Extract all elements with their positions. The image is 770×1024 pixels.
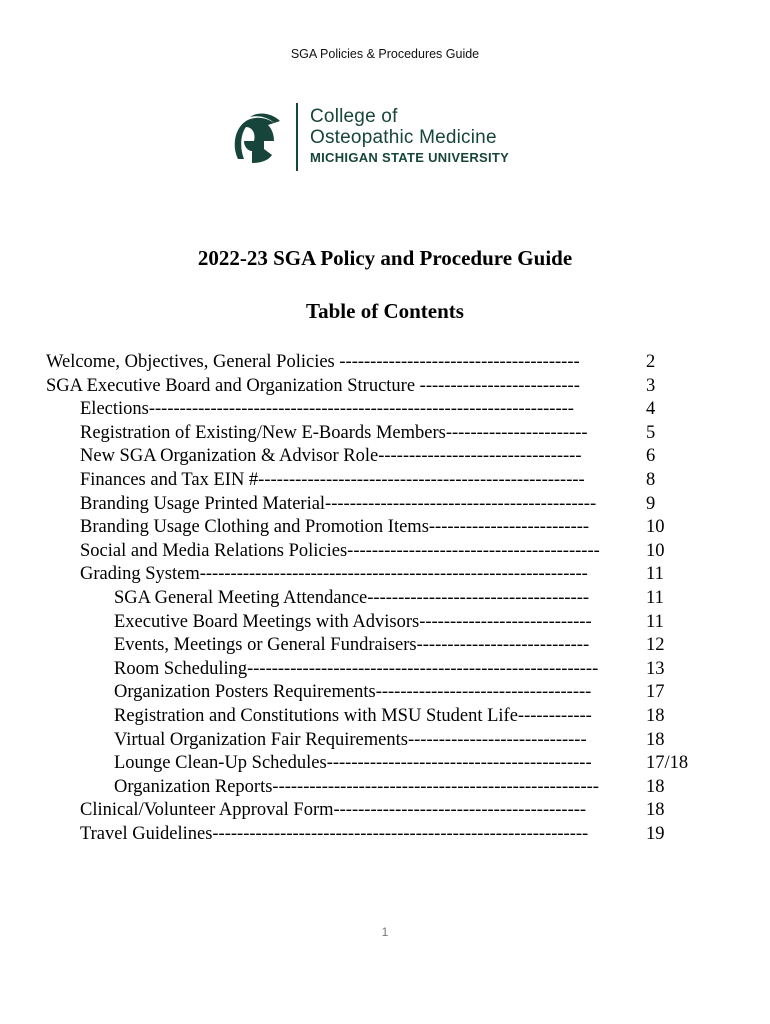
toc-entry (0, 492, 770, 516)
toc-entry (0, 421, 770, 445)
toc-entry (0, 728, 770, 752)
toc-entry-label: Registration and Constitutions with MSU Student Life------------ (114, 706, 592, 726)
toc-entry-label: Room Scheduling--------------------------------------------------------- (114, 658, 599, 679)
toc-entry-label: Grading System--------------------------------------------------------------- (80, 564, 588, 585)
toc-entry (0, 539, 770, 563)
toc-entry-page: 11 (646, 611, 664, 632)
toc-entry-label: Organization Reports----------------------------------------------------- (114, 776, 599, 797)
toc-entry-label: Executive Board Meetings with Advisors---------------------------- (114, 611, 592, 632)
toc-entry (0, 822, 770, 846)
toc-entry-label: Clinical/Volunteer Approval Form----------------------------------------- (80, 800, 587, 821)
spartan-helmet-icon (228, 111, 284, 167)
toc-entry-label: Organization Posters Requirements----------------------------------- (114, 682, 592, 703)
toc-entry (0, 562, 770, 586)
toc-entry (0, 680, 770, 704)
toc-entry-page: 12 (646, 635, 665, 656)
college-logo (228, 103, 548, 173)
toc-entry-page: 5 (646, 422, 656, 443)
document-title: 2022-23 SGA Policy and Procedure Guide (197, 246, 573, 270)
toc-entry-page: 11 (646, 588, 664, 608)
toc-entry (0, 444, 770, 468)
toc-entry (0, 468, 770, 492)
toc-entry (0, 657, 770, 681)
toc-entry-page: 10 (646, 540, 665, 561)
toc-entry-label: Welcome, Objectives, General Policies --------------------------------------- (46, 352, 580, 372)
toc-entry-page: 18 (646, 729, 665, 750)
toc-entry (0, 610, 770, 634)
toc-entry-label: Events, Meetings or General Fundraisers---------------------------- (114, 635, 590, 656)
toc-entry-label: New SGA Organization & Advisor Role--------------------------------- (80, 446, 582, 467)
toc-entry-page: 10 (646, 517, 665, 538)
logo-line-2: Osteopathic Medicine (310, 127, 497, 148)
toc-entry (0, 586, 770, 610)
toc-entry-page: 18 (646, 800, 665, 821)
page-header: SGA Policies & Procedures Guide (290, 47, 480, 61)
toc-entry (0, 350, 770, 374)
toc-entry (0, 374, 770, 398)
toc-heading: Table of Contents (306, 299, 464, 323)
toc-entry-label: Branding Usage Printed Material-------------------------------------------- (80, 493, 597, 514)
toc-entry-label: Virtual Organization Fair Requirements----------------------------- (114, 729, 587, 750)
toc-entry-label: Lounge Clean-Up Schedules------------------------------------------- (114, 753, 592, 774)
toc-entry-page: 4 (646, 399, 656, 420)
toc-entry (0, 751, 770, 775)
logo-line-3: MICHIGAN STATE UNIVERSITY (310, 150, 510, 165)
toc-entry-label: Social and Media Relations Policies----------------------------------------- (80, 540, 600, 561)
toc-entry-page: 9 (646, 493, 656, 514)
logo-divider (296, 103, 298, 171)
toc-entry (0, 704, 770, 728)
toc-entry-page: 8 (646, 470, 656, 490)
toc-entry (0, 515, 770, 539)
toc-entry-label: Finances and Tax EIN #----------------------------------------------------- (80, 470, 585, 490)
toc-entry-label: SGA Executive Board and Organization Structure -------------------------- (46, 375, 580, 396)
toc-entry-label: Registration of Existing/New E-Boards Members----------------------- (80, 422, 588, 443)
toc-entry-page: 18 (646, 706, 665, 726)
toc-entry (0, 397, 770, 421)
toc-entry-label: Travel Guidelines------------------------------------------------------------- (80, 824, 589, 844)
toc-entry-label: SGA General Meeting Attendance------------------------------------ (114, 588, 590, 608)
page-number: 1 (381, 925, 389, 939)
toc-entry (0, 798, 770, 822)
toc-entry (0, 633, 770, 657)
toc-entry-page: 17 (646, 682, 665, 703)
toc-entry-page: 19 (646, 824, 665, 844)
toc-entry-page: 11 (646, 564, 664, 585)
toc-entry-page: 17/18 (646, 753, 689, 774)
toc-entry-label: Branding Usage Clothing and Promotion Items-------------------------- (80, 517, 590, 538)
toc-entry-page: 2 (646, 352, 656, 372)
logo-line-1: College of (310, 106, 398, 127)
toc-entry-page: 18 (646, 776, 665, 797)
toc-entry-page: 6 (646, 446, 656, 467)
toc-entry-label: Elections--------------------------------------------------------------------- (80, 399, 574, 420)
toc-entry-page: 3 (646, 375, 656, 396)
toc-entry (0, 775, 770, 799)
toc-entry-page: 13 (646, 658, 665, 679)
